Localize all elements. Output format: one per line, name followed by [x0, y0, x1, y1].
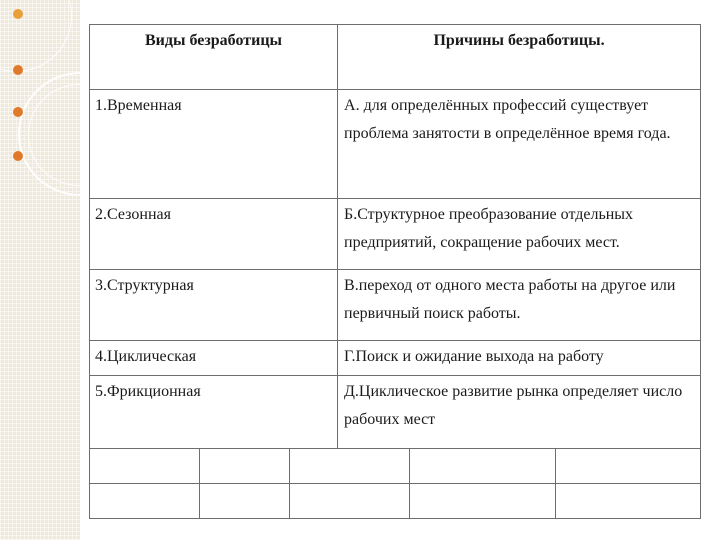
type-cell [90, 376, 338, 449]
answer-cell [90, 449, 200, 484]
cause-label: Д.Циклическое развитие рынка определяет число рабочих мест [344, 383, 683, 428]
cause-label: А. для определённых профессий существует проблема занятости в определённое время года. [344, 97, 671, 142]
table-row [90, 90, 701, 199]
type-cell [90, 341, 338, 376]
answer-cell [410, 484, 556, 519]
type-label: 3.Структурная [95, 277, 194, 294]
cause-label: Г.Поиск и ожидание выхода на работу [344, 348, 604, 365]
answer-cell [290, 484, 410, 519]
bullet-dot-icon [13, 151, 23, 161]
unemployment-table [89, 24, 701, 519]
type-cell [90, 270, 338, 341]
type-cell [90, 199, 338, 270]
type-label: 4.Циклическая [95, 348, 197, 365]
type-label: 2.Сезонная [95, 206, 171, 223]
bullet-dot-icon [13, 107, 23, 117]
answer-cell [200, 484, 290, 519]
type-cell [90, 90, 338, 199]
answer-cell [410, 449, 556, 484]
header-cell-types [90, 25, 338, 90]
bullet-dot-icon [13, 9, 23, 19]
answer-row [90, 484, 701, 519]
type-label: 1.Временная [95, 97, 182, 114]
bullet-dot-icon [13, 65, 23, 75]
cause-cell [338, 270, 701, 341]
header-causes-label: Причины безработицы. [433, 32, 605, 49]
cause-cell [338, 199, 701, 270]
cause-label: Б.Структурное преобразование отдельных предприятий, сокращение рабочих мест. [344, 206, 634, 251]
cause-cell [338, 376, 701, 449]
answer-cell [200, 449, 290, 484]
answer-cell [290, 449, 410, 484]
table-header-row [90, 25, 701, 90]
type-label: 5.Фрикционная [95, 383, 201, 400]
answer-cell [556, 449, 701, 484]
answer-cell [90, 484, 200, 519]
table-row [90, 270, 701, 341]
table-row [90, 376, 701, 449]
decorative-arc [0, 0, 72, 72]
cause-label: В.переход от одного места работы на другое или первичный поиск работы. [344, 277, 676, 322]
header-cell-causes [338, 25, 701, 90]
header-types-label: Виды безработицы [144, 32, 283, 49]
cause-cell [338, 90, 701, 199]
answer-cell [556, 484, 701, 519]
answer-row [90, 449, 701, 484]
decorative-side-strip [0, 0, 80, 540]
table-row [90, 199, 701, 270]
table-row [90, 341, 701, 376]
cause-cell [338, 341, 701, 376]
